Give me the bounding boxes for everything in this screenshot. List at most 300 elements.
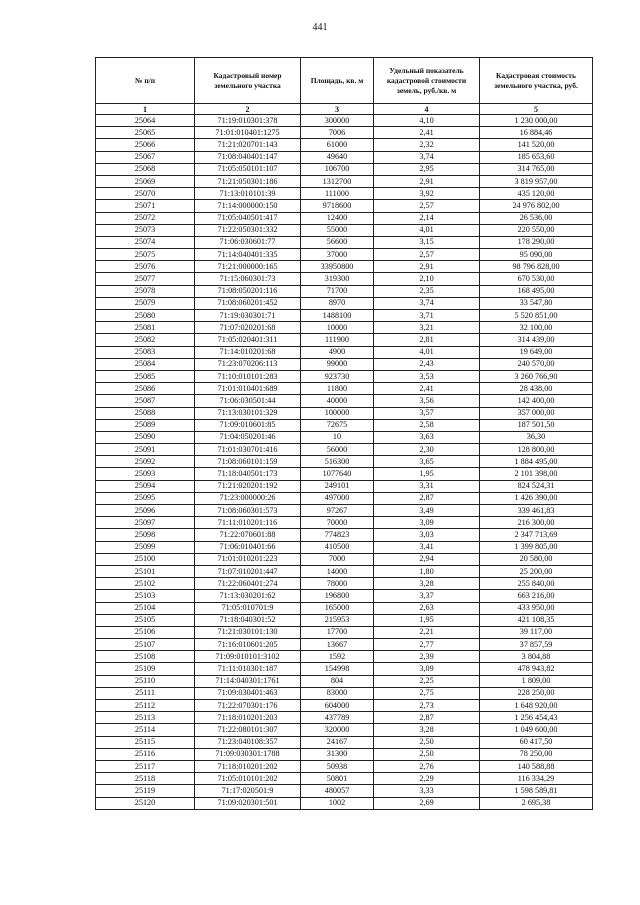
cell-cadastral-cost: 433 950,00 bbox=[480, 602, 593, 614]
cell-area: 17700 bbox=[301, 626, 374, 638]
table-row bbox=[96, 297, 593, 309]
column-number-row bbox=[96, 104, 593, 115]
cell-row-number: 25120 bbox=[96, 797, 195, 809]
cell-cadastral-number: 71:09:010101:3102 bbox=[195, 651, 301, 663]
cell-cadastral-number: 71:08:060101:159 bbox=[195, 456, 301, 468]
cell-row-number: 25085 bbox=[96, 370, 195, 382]
table-row bbox=[96, 675, 593, 687]
cell-area: 11800 bbox=[301, 383, 374, 395]
cell-cadastral-cost: 1 648 920,00 bbox=[480, 700, 593, 712]
cell-cadastral-cost: 1 884 495,00 bbox=[480, 456, 593, 468]
cell-cadastral-number: 71:21:030101:130 bbox=[195, 626, 301, 638]
cell-cadastral-cost: 98 796 828,00 bbox=[480, 261, 593, 273]
cell-cadastral-cost: 19 649,00 bbox=[480, 346, 593, 358]
table-row bbox=[96, 468, 593, 480]
cell-row-number: 25083 bbox=[96, 346, 195, 358]
cell-rate: 3,03 bbox=[374, 529, 480, 541]
cell-cadastral-cost: 220 550,00 bbox=[480, 224, 593, 236]
cell-row-number: 25079 bbox=[96, 297, 195, 309]
cell-rate: 2,41 bbox=[374, 127, 480, 139]
cell-row-number: 25068 bbox=[96, 163, 195, 175]
header-cadastral-cost: Кадастровая стоимость земельного участка, руб. bbox=[480, 58, 593, 104]
cell-area: 480057 bbox=[301, 785, 374, 797]
cell-cadastral-cost: 255 840,00 bbox=[480, 578, 593, 590]
cell-rate: 3,09 bbox=[374, 663, 480, 675]
cell-area: 300000 bbox=[301, 115, 374, 127]
cell-rate: 2,32 bbox=[374, 139, 480, 151]
cell-row-number: 25067 bbox=[96, 151, 195, 163]
cell-cadastral-cost: 1 598 589,81 bbox=[480, 785, 593, 797]
cell-row-number: 25114 bbox=[96, 724, 195, 736]
cell-area: 61000 bbox=[301, 139, 374, 151]
cell-cadastral-cost: 314 439,00 bbox=[480, 334, 593, 346]
cell-area: 24167 bbox=[301, 736, 374, 748]
cell-cadastral-cost: 95 090,00 bbox=[480, 249, 593, 261]
cell-cadastral-number: 71:10:010101:283 bbox=[195, 370, 301, 382]
cell-cadastral-number: 71:18:040501:173 bbox=[195, 468, 301, 480]
cell-rate: 1,80 bbox=[374, 565, 480, 577]
table-row bbox=[96, 480, 593, 492]
cell-area: 72675 bbox=[301, 419, 374, 431]
column-number: 2 bbox=[195, 104, 301, 115]
cell-cadastral-cost: 240 570,00 bbox=[480, 358, 593, 370]
cell-rate: 3,92 bbox=[374, 188, 480, 200]
cell-cadastral-number: 71:21:020201:192 bbox=[195, 480, 301, 492]
table-row bbox=[96, 346, 593, 358]
cell-row-number: 25074 bbox=[96, 236, 195, 248]
cell-rate: 4,10 bbox=[374, 115, 480, 127]
cell-cadastral-cost: 670 530,00 bbox=[480, 273, 593, 285]
cell-rate: 3,28 bbox=[374, 724, 480, 736]
cell-cadastral-number: 71:13:030101:329 bbox=[195, 407, 301, 419]
cell-rate: 1,95 bbox=[374, 614, 480, 626]
cell-area: 215953 bbox=[301, 614, 374, 626]
cell-rate: 3,15 bbox=[374, 236, 480, 248]
cell-area: 4900 bbox=[301, 346, 374, 358]
cell-row-number: 25088 bbox=[96, 407, 195, 419]
cell-cadastral-number: 71:16:010601:205 bbox=[195, 639, 301, 651]
cell-area: 196800 bbox=[301, 590, 374, 602]
table-row bbox=[96, 736, 593, 748]
header-area: Площадь, кв. м bbox=[301, 58, 374, 104]
table-row bbox=[96, 541, 593, 553]
table-row bbox=[96, 687, 593, 699]
table-row bbox=[96, 383, 593, 395]
cell-row-number: 25101 bbox=[96, 565, 195, 577]
cell-area: 1077640 bbox=[301, 468, 374, 480]
cell-cadastral-number: 71:06:030501:44 bbox=[195, 395, 301, 407]
cell-cadastral-cost: 1 230 000,00 bbox=[480, 115, 593, 127]
cell-cadastral-number: 71:21:020701:143 bbox=[195, 139, 301, 151]
cell-rate: 3,65 bbox=[374, 456, 480, 468]
cell-cadastral-cost: 37 857,59 bbox=[480, 639, 593, 651]
table-row bbox=[96, 614, 593, 626]
cell-area: 40000 bbox=[301, 395, 374, 407]
table-row bbox=[96, 505, 593, 517]
cell-area: 83000 bbox=[301, 687, 374, 699]
cell-rate: 2,87 bbox=[374, 712, 480, 724]
cell-cadastral-cost: 39 117,00 bbox=[480, 626, 593, 638]
cell-area: 37000 bbox=[301, 249, 374, 261]
table-row bbox=[96, 395, 593, 407]
cell-cadastral-number: 71:14:040401:335 bbox=[195, 249, 301, 261]
cell-cadastral-number: 71:01:010201:223 bbox=[195, 553, 301, 565]
cell-area: 319300 bbox=[301, 273, 374, 285]
cell-rate: 2,77 bbox=[374, 639, 480, 651]
cell-area: 14000 bbox=[301, 565, 374, 577]
table-row bbox=[96, 590, 593, 602]
cell-rate: 3,53 bbox=[374, 370, 480, 382]
cell-row-number: 25076 bbox=[96, 261, 195, 273]
table-header-row bbox=[96, 58, 593, 104]
header-row-number: № п/п bbox=[96, 58, 195, 104]
table-row bbox=[96, 236, 593, 248]
cadastral-value-table bbox=[95, 57, 593, 810]
cell-cadastral-number: 71:23:000000:26 bbox=[195, 492, 301, 504]
table-row bbox=[96, 285, 593, 297]
table-row bbox=[96, 760, 593, 772]
cell-rate: 2,58 bbox=[374, 419, 480, 431]
cell-rate: 2,43 bbox=[374, 358, 480, 370]
cell-area: 99000 bbox=[301, 358, 374, 370]
cell-cadastral-number: 71:07:010201:447 bbox=[195, 565, 301, 577]
cell-cadastral-number: 71:22:050301:332 bbox=[195, 224, 301, 236]
cell-row-number: 25070 bbox=[96, 188, 195, 200]
cell-cadastral-cost: 60 417,50 bbox=[480, 736, 593, 748]
cell-cadastral-number: 71:22:080101:307 bbox=[195, 724, 301, 736]
table-row bbox=[96, 139, 593, 151]
cell-rate: 2,50 bbox=[374, 736, 480, 748]
cell-cadastral-number: 71:08:060201:452 bbox=[195, 297, 301, 309]
cell-rate: 2,14 bbox=[374, 212, 480, 224]
table-row bbox=[96, 663, 593, 675]
table-row bbox=[96, 224, 593, 236]
cell-area: 111900 bbox=[301, 334, 374, 346]
cell-row-number: 25064 bbox=[96, 115, 195, 127]
cell-cadastral-number: 71:06:030601:77 bbox=[195, 236, 301, 248]
cell-cadastral-number: 71:18:010201:202 bbox=[195, 760, 301, 772]
table-row bbox=[96, 188, 593, 200]
cell-cadastral-number: 71:05:040501:417 bbox=[195, 212, 301, 224]
cell-cadastral-cost: 28 438,00 bbox=[480, 383, 593, 395]
cell-row-number: 25099 bbox=[96, 541, 195, 553]
cell-cadastral-cost: 1 809,00 bbox=[480, 675, 593, 687]
cell-row-number: 25119 bbox=[96, 785, 195, 797]
cell-cadastral-cost: 1 049 600,00 bbox=[480, 724, 593, 736]
table-row bbox=[96, 602, 593, 614]
cell-row-number: 25073 bbox=[96, 224, 195, 236]
cell-row-number: 25118 bbox=[96, 773, 195, 785]
cell-area: 55000 bbox=[301, 224, 374, 236]
cell-area: 111000 bbox=[301, 188, 374, 200]
cell-row-number: 25066 bbox=[96, 139, 195, 151]
cell-row-number: 25096 bbox=[96, 505, 195, 517]
cell-area: 49640 bbox=[301, 151, 374, 163]
cell-rate: 2,39 bbox=[374, 651, 480, 663]
cell-rate: 2,30 bbox=[374, 444, 480, 456]
table-row bbox=[96, 261, 593, 273]
cell-rate: 2,81 bbox=[374, 334, 480, 346]
cell-rate: 2,57 bbox=[374, 200, 480, 212]
cell-row-number: 25109 bbox=[96, 663, 195, 675]
cell-rate: 3,28 bbox=[374, 578, 480, 590]
cell-cadastral-cost: 32 100,00 bbox=[480, 322, 593, 334]
cell-rate: 3,37 bbox=[374, 590, 480, 602]
cell-area: 154998 bbox=[301, 663, 374, 675]
cell-rate: 4,01 bbox=[374, 224, 480, 236]
header-cadastral-number: Кадастровый номер земельного участка bbox=[195, 58, 301, 104]
cell-rate: 2,57 bbox=[374, 249, 480, 261]
cell-cadastral-cost: 314 765,00 bbox=[480, 163, 593, 175]
table-row bbox=[96, 163, 593, 175]
cell-rate: 3,33 bbox=[374, 785, 480, 797]
cell-area: 50938 bbox=[301, 760, 374, 772]
cell-area: 165000 bbox=[301, 602, 374, 614]
cell-cadastral-cost: 178 290,00 bbox=[480, 236, 593, 248]
cell-cadastral-cost: 2 347 713,69 bbox=[480, 529, 593, 541]
table-row bbox=[96, 651, 593, 663]
cell-cadastral-number: 71:11:010301:187 bbox=[195, 663, 301, 675]
cell-cadastral-cost: 24 976 802,00 bbox=[480, 200, 593, 212]
cell-cadastral-number: 71:14:000000:150 bbox=[195, 200, 301, 212]
cell-rate: 3,74 bbox=[374, 297, 480, 309]
table-row bbox=[96, 200, 593, 212]
table-row bbox=[96, 517, 593, 529]
cell-cadastral-cost: 185 653,60 bbox=[480, 151, 593, 163]
cell-cadastral-number: 71:14:010201:68 bbox=[195, 346, 301, 358]
cell-cadastral-number: 71:15:060301:73 bbox=[195, 273, 301, 285]
cell-area: 410500 bbox=[301, 541, 374, 553]
cell-cadastral-number: 71:08:060301:573 bbox=[195, 505, 301, 517]
table-row bbox=[96, 724, 593, 736]
table-row bbox=[96, 626, 593, 638]
table-row bbox=[96, 127, 593, 139]
cell-area: 1312700 bbox=[301, 175, 374, 187]
header-rate: Удельный показатель кадастровой стоимости земель, руб./кв. м bbox=[374, 58, 480, 104]
cell-rate: 3,41 bbox=[374, 541, 480, 553]
cell-cadastral-number: 71:09:020301:501 bbox=[195, 797, 301, 809]
cell-cadastral-number: 71:01:030701:416 bbox=[195, 444, 301, 456]
column-number: 1 bbox=[96, 104, 195, 115]
cell-cadastral-number: 71:23:040108:357 bbox=[195, 736, 301, 748]
cell-rate: 3,56 bbox=[374, 395, 480, 407]
cell-row-number: 25108 bbox=[96, 651, 195, 663]
column-number: 5 bbox=[480, 104, 593, 115]
cell-area: 320000 bbox=[301, 724, 374, 736]
cell-area: 7006 bbox=[301, 127, 374, 139]
cell-cadastral-cost: 2 101 398,00 bbox=[480, 468, 593, 480]
cell-area: 10000 bbox=[301, 322, 374, 334]
cell-row-number: 25086 bbox=[96, 383, 195, 395]
cell-cadastral-cost: 1 399 805,00 bbox=[480, 541, 593, 553]
cell-rate: 3,09 bbox=[374, 517, 480, 529]
cell-area: 33950800 bbox=[301, 261, 374, 273]
cell-cadastral-cost: 141 520,00 bbox=[480, 139, 593, 151]
cell-cadastral-cost: 3 260 766,90 bbox=[480, 370, 593, 382]
cell-rate: 2,21 bbox=[374, 626, 480, 638]
cell-row-number: 25111 bbox=[96, 687, 195, 699]
cell-rate: 3,21 bbox=[374, 322, 480, 334]
cell-cadastral-number: 71:18:010201:203 bbox=[195, 712, 301, 724]
cell-row-number: 25112 bbox=[96, 700, 195, 712]
cell-row-number: 25087 bbox=[96, 395, 195, 407]
cell-cadastral-cost: 663 216,00 bbox=[480, 590, 593, 602]
cell-row-number: 25103 bbox=[96, 590, 195, 602]
cell-rate: 3,74 bbox=[374, 151, 480, 163]
cell-area: 56000 bbox=[301, 444, 374, 456]
table-row bbox=[96, 370, 593, 382]
cell-area: 497000 bbox=[301, 492, 374, 504]
cell-row-number: 25075 bbox=[96, 249, 195, 261]
cell-area: 10 bbox=[301, 431, 374, 443]
cell-row-number: 25089 bbox=[96, 419, 195, 431]
cell-row-number: 25102 bbox=[96, 578, 195, 590]
cell-area: 1488100 bbox=[301, 310, 374, 322]
cell-cadastral-number: 71:23:070206:113 bbox=[195, 358, 301, 370]
cell-rate: 2,25 bbox=[374, 675, 480, 687]
cell-row-number: 25092 bbox=[96, 456, 195, 468]
table-row bbox=[96, 212, 593, 224]
cell-area: 13667 bbox=[301, 639, 374, 651]
cell-cadastral-number: 71:22:060401:274 bbox=[195, 578, 301, 590]
cell-cadastral-cost: 3 819 957,00 bbox=[480, 175, 593, 187]
table-row bbox=[96, 419, 593, 431]
cell-rate: 4,01 bbox=[374, 346, 480, 358]
cell-cadastral-number: 71:09:030301:1788 bbox=[195, 748, 301, 760]
cell-rate: 2,91 bbox=[374, 175, 480, 187]
cell-cadastral-cost: 25 200,00 bbox=[480, 565, 593, 577]
cell-cadastral-cost: 228 250,00 bbox=[480, 687, 593, 699]
cell-cadastral-cost: 187 501,50 bbox=[480, 419, 593, 431]
cell-rate: 2,73 bbox=[374, 700, 480, 712]
table-row bbox=[96, 748, 593, 760]
cell-row-number: 25091 bbox=[96, 444, 195, 456]
cell-cadastral-cost: 26 536,00 bbox=[480, 212, 593, 224]
cell-row-number: 25080 bbox=[96, 310, 195, 322]
table-row bbox=[96, 358, 593, 370]
table-row bbox=[96, 712, 593, 724]
cell-cadastral-number: 71:22:070601:88 bbox=[195, 529, 301, 541]
cell-row-number: 25078 bbox=[96, 285, 195, 297]
cell-cadastral-number: 71:06:010401:66 bbox=[195, 541, 301, 553]
cell-area: 923730 bbox=[301, 370, 374, 382]
cell-cadastral-cost: 116 334,29 bbox=[480, 773, 593, 785]
cell-area: 31300 bbox=[301, 748, 374, 760]
table-row bbox=[96, 797, 593, 809]
cell-row-number: 25115 bbox=[96, 736, 195, 748]
cell-rate: 2,50 bbox=[374, 748, 480, 760]
table-row bbox=[96, 565, 593, 577]
cell-rate: 3,71 bbox=[374, 310, 480, 322]
cell-row-number: 25081 bbox=[96, 322, 195, 334]
column-number: 3 bbox=[301, 104, 374, 115]
cell-area: 9718600 bbox=[301, 200, 374, 212]
cell-row-number: 25072 bbox=[96, 212, 195, 224]
cell-rate: 2,69 bbox=[374, 797, 480, 809]
cell-cadastral-cost: 36,30 bbox=[480, 431, 593, 443]
table-row bbox=[96, 407, 593, 419]
cell-cadastral-cost: 140 588,88 bbox=[480, 760, 593, 772]
table-row bbox=[96, 175, 593, 187]
cell-area: 8970 bbox=[301, 297, 374, 309]
cell-row-number: 25071 bbox=[96, 200, 195, 212]
cell-cadastral-cost: 128 800,00 bbox=[480, 444, 593, 456]
cell-rate: 2,29 bbox=[374, 773, 480, 785]
table-row bbox=[96, 115, 593, 127]
cell-cadastral-number: 71:08:050201:116 bbox=[195, 285, 301, 297]
cell-cadastral-number: 71:11:010201:116 bbox=[195, 517, 301, 529]
cell-cadastral-cost: 16 884,46 bbox=[480, 127, 593, 139]
cell-rate: 2,75 bbox=[374, 687, 480, 699]
cell-area: 604000 bbox=[301, 700, 374, 712]
cell-rate: 2,35 bbox=[374, 285, 480, 297]
cell-area: 804 bbox=[301, 675, 374, 687]
cell-cadastral-number: 71:22:070301:176 bbox=[195, 700, 301, 712]
cell-row-number: 25110 bbox=[96, 675, 195, 687]
cell-row-number: 25106 bbox=[96, 626, 195, 638]
cell-row-number: 25098 bbox=[96, 529, 195, 541]
table-row bbox=[96, 773, 593, 785]
cell-cadastral-number: 71:14:040301:1761 bbox=[195, 675, 301, 687]
cell-cadastral-number: 71:19:030301:71 bbox=[195, 310, 301, 322]
table-row bbox=[96, 334, 593, 346]
cell-row-number: 25082 bbox=[96, 334, 195, 346]
cell-area: 516300 bbox=[301, 456, 374, 468]
cell-cadastral-number: 71:21:000000:165 bbox=[195, 261, 301, 273]
cell-row-number: 25097 bbox=[96, 517, 195, 529]
cell-cadastral-number: 71:01:010401:1275 bbox=[195, 127, 301, 139]
cell-cadastral-number: 71:13:010101:39 bbox=[195, 188, 301, 200]
cell-rate: 2,87 bbox=[374, 492, 480, 504]
table-body bbox=[96, 115, 593, 810]
cell-area: 50801 bbox=[301, 773, 374, 785]
cell-cadastral-cost: 2 695,38 bbox=[480, 797, 593, 809]
cell-rate: 2,76 bbox=[374, 760, 480, 772]
cell-cadastral-number: 71:09:030401:463 bbox=[195, 687, 301, 699]
cell-cadastral-cost: 3 804,88 bbox=[480, 651, 593, 663]
cell-cadastral-number: 71:21:050301:186 bbox=[195, 175, 301, 187]
table-row bbox=[96, 492, 593, 504]
cell-area: 106700 bbox=[301, 163, 374, 175]
cell-rate: 2,91 bbox=[374, 261, 480, 273]
cell-cadastral-number: 71:05:020401:311 bbox=[195, 334, 301, 346]
cell-row-number: 25105 bbox=[96, 614, 195, 626]
cell-area: 12400 bbox=[301, 212, 374, 224]
cell-area: 774823 bbox=[301, 529, 374, 541]
cell-cadastral-number: 71:17:020501:9 bbox=[195, 785, 301, 797]
table-row bbox=[96, 249, 593, 261]
table-row bbox=[96, 151, 593, 163]
cell-row-number: 25107 bbox=[96, 639, 195, 651]
cell-cadastral-number: 71:05:050101:107 bbox=[195, 163, 301, 175]
cell-area: 78000 bbox=[301, 578, 374, 590]
cell-cadastral-cost: 435 120,00 bbox=[480, 188, 593, 200]
cell-row-number: 25065 bbox=[96, 127, 195, 139]
cell-row-number: 25077 bbox=[96, 273, 195, 285]
cell-rate: 2,10 bbox=[374, 273, 480, 285]
cell-row-number: 25084 bbox=[96, 358, 195, 370]
cell-cadastral-number: 71:01:010401:689 bbox=[195, 383, 301, 395]
table-row bbox=[96, 456, 593, 468]
cell-area: 1002 bbox=[301, 797, 374, 809]
table-row bbox=[96, 431, 593, 443]
cell-cadastral-cost: 478 943,82 bbox=[480, 663, 593, 675]
page-number: 441 bbox=[312, 22, 328, 33]
cell-row-number: 25104 bbox=[96, 602, 195, 614]
table-row bbox=[96, 639, 593, 651]
cell-cadastral-cost: 142 400,00 bbox=[480, 395, 593, 407]
cell-cadastral-number: 71:05:010701:9 bbox=[195, 602, 301, 614]
